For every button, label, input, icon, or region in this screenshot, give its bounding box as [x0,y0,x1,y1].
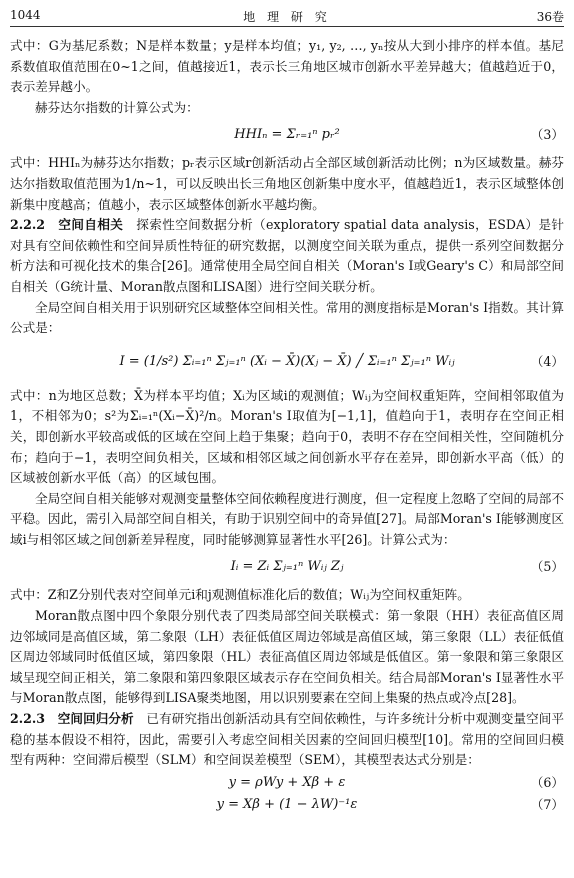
paragraph-local-moran-intro: 全局空间自相关能够对观测变量整体空间依赖程度进行测度，但一定程度上忽略了空间的局部不平稳。因此，需引入局部空间自相关，有助于识别空间中的奇异值[27]。局部Moran's I能够测度区域i与相邻区域之间创新差异程度，同时能够测算显著性水平[26]。计算公式为： [10,490,564,547]
paragraph-local-moran-definition: 式中：Z和Z分别代表对空间单元i和j观测值标准化后的数值；Wᵢⱼ为空间权重矩阵。 [10,587,470,603]
paragraph-hhi-intro: 赫芬达尔指数的计算公式为： [35,99,199,115]
section-text-2-2-3: 已有研究指出创新活动具有空间依赖性，与许多统计分析中观测变量空间平稳的基本假设不相符，因此，需要引入考虑空间相关因素的空间回归模型[10]。常用的空间回归模型有两种：空间滞后模型（SLM）和空间误差模型（SEM），其模型表达式分别是： [10,711,565,768]
equation-6-formula: y = ρWy + Xβ + ε [228,774,346,790]
body-text [10,36,564,816]
equation-4 [10,342,564,382]
equation-4-number: （4） [530,353,564,369]
equation-5-number: （5） [530,559,564,575]
paragraph-global-moran-intro: 全局空间自相关用于识别研究区域整体空间相关性。常用的测度指标是Moran's I指数。其计算公式是： [10,299,564,336]
paragraph-hhi-definition: 式中：HHIₙ为赫芬达尔指数；pᵣ表示区域r创新活动占全部区域创新活动比例；n为区域数量。赫芬达尔指数取值范围为1/n~1，可以反映出长三角地区创新集中度水平，值越趋近1，表示区域整体创新集中度越高；值越小，表示区域整体创新水平越均衡。 [10,155,564,212]
equation-6-number: （6） [530,774,564,790]
paragraph-global-moran-definition: 式中：n为地区总数；X̄为样本平均值；Xᵢ为区域i的观测值；Wᵢⱼ为空间权重矩阵，空间相邻取值为1，不相邻为0；s²为Σᵢ₌₁ⁿ(Xᵢ−X̄)²/n。Moran's I取值为[−1,1]，值趋向于1，表明存在空间正相关，即创新水平较高或低的区域在空间上趋于集聚；趋向于0，表明不存在空间相关性，空间随机分布；趋向于−1，表明空间负相关，区域和相邻区域之间创新水平存在差异，即创新水平高（低）的区域被创新水平低（高）的区域包围。 [10,387,564,486]
section-2-2-2 [10,215,564,297]
paragraph-gini-definition: 式中：G为基尼系数；N是样本数量；y是样本均值；y₁, y₂, …, yₙ按从大到小排序的样本值。基尼系数值取值范围在0~1之间，值越接近1，表示长三角地区城市创新水平差异越大；值越趋近于0，表示差异越小。 [10,38,564,95]
equation-3-number: （3） [530,127,564,143]
running-header [10,6,564,27]
equation-7-number: （7） [530,796,564,812]
section-heading-2-2-3: 2.2.3 空间回归分析 [10,711,134,727]
section-2-2-3 [10,709,564,771]
section-text-2-2-2: 探索性空间数据分析（exploratory spatial data analysis，ESDA）是针对具有空间依赖性和空间异质性特征的研究数据，以测度空间关联为重点，提供一系列空间数据分析方法和可视化技术的集合[26]。通常使用全局空间自相关（Moran's I或Geary's C）和局部空间自相关（G统计量、Moran散点图和LISA图）进行空间关联分析。 [10,217,565,294]
equation-3-formula: HHIₙ = Σᵣ₌₁ⁿ pᵣ² [234,127,340,143]
equation-7 [10,794,564,816]
paragraph-moran-scatter: Moran散点图中四个象限分别代表了四类局部空间关联模式：第一象限（HH）表征高值区周边邻域同是高值区域，第二象限（LH）表征低值区周边邻域是高值区域，第三象限（LL）表征低值区周边邻域同时低值区域，第四象限（HL）表征高值区周边邻域是低值区。第一象限和第三象限区域呈现空间正相关，第二象限和第四象限区域表示存在空间负相关。结合局部Moran's I显著性水平与Moran散点图，能够得到LISA聚类地图，用以识别要素在空间上集聚的热点或冷点[28]。 [10,608,564,706]
equation-3 [10,121,564,149]
volume-label: 36卷 [536,10,564,24]
equation-6 [10,772,564,794]
section-heading-2-2-2: 2.2.2 空间自相关 [10,217,124,233]
equation-4-formula: I = (1/s²) Σᵢ₌₁ⁿ Σⱼ₌₁ⁿ (Xᵢ − X̄)(Xⱼ − X̄) ╱ Σᵢ₌₁ⁿ Σⱼ₌₁ⁿ Wᵢⱼ [119,353,455,369]
page-number: 1044 [10,8,41,22]
equation-7-formula: y = Xβ + (1 − λW)⁻¹ε [216,796,358,812]
equation-5 [10,553,564,581]
journal-title: 地 理 研 究 [243,10,331,24]
equation-5-formula: Iᵢ = Zᵢ Σⱼ₌₁ⁿ Wᵢⱼ Zⱼ [230,559,344,575]
